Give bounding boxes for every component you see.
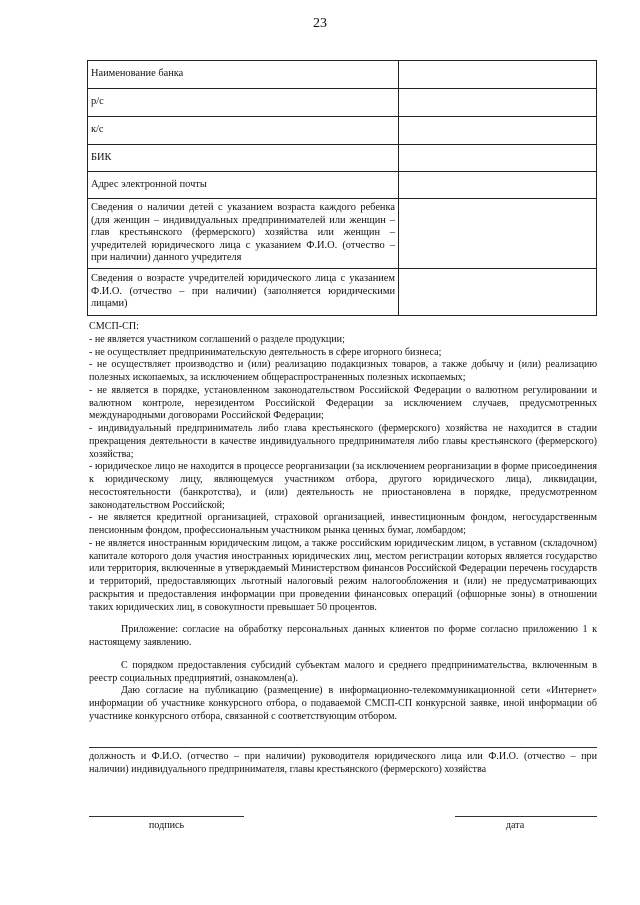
table-label-cell: БИК xyxy=(88,145,399,172)
table-row xyxy=(88,269,597,316)
consent-paragraph: Даю согласие на публикацию (размещение) в информационно-телекоммуникационной сети «Интернет» информации об участнике конкурсного отбора, о подаваемой СМСП-СП конкурсной заявке, иной информации об участнике конкурсного отбора, связанной с соответствующим отбором. xyxy=(89,685,597,722)
table-label-cell: Сведения о наличии детей с указанием возраста каждого ребенка (для женщин – индивидуальных предпринимателей или женщин – глав крестьянского (фермерского) хозяйства или женщин – учредителей юридического лица с указанием Ф.И.О. (отчество – при наличии) данного учредителя xyxy=(88,199,399,269)
declaration-item: - индивидуальный предприниматель либо глава крестьянского (фермерского) хозяйства не находится в стадии прекращения деятельности в качестве индивидуального предпринимателя либо главы крестьянского (фермерского) хозяйства; xyxy=(89,423,597,460)
table-row xyxy=(88,61,597,89)
table-value-cell[interactable] xyxy=(399,172,597,199)
table-label-cell: р/с xyxy=(88,89,399,117)
declaration-item: - не осуществляет производство и (или) реализацию подакцизных товаров, а также добычу и (или) реализацию полезных ископаемых, за исключением общераспространенных полезных ископаемых; xyxy=(89,359,597,383)
table-value-cell[interactable] xyxy=(399,61,597,89)
table-label-cell: Адрес электронной почты xyxy=(88,172,399,199)
table-value-cell[interactable] xyxy=(399,199,597,269)
table-label-cell: Наименование банка xyxy=(88,61,399,89)
table-value-cell[interactable] xyxy=(399,89,597,117)
declaration-item: - не является в порядке, установленном законодательством Российской Федерации о валютном регулировании и валютном контроле, нерезидентом Российской Федерации за исключением случаев, предусмотренных международными договорами Российской Федерации; xyxy=(89,384,597,422)
declaration-text xyxy=(89,321,597,724)
declaration-heading: СМСП-СП: xyxy=(89,321,139,332)
attachment-note: Приложение: согласие на обработку персональных данных клиентов по форме согласно приложению 1 к настоящему заявлению. xyxy=(89,624,597,648)
signatory-caption: должность и Ф.И.О. (отчество – при наличии) руководителя юридического лица или Ф.И.О. (отчество – при наличии) индивидуального предпринимателя, главы крестьянского (фермерского) хозяйства xyxy=(89,751,597,775)
page-number: 23 xyxy=(313,16,327,31)
declaration-item: - не является иностранным юридическим лицом, а также российским юридическим лицом, в уставном (складочном) капитале которого доля участия иностранных юридических лиц, местом регистрации которых является государство или территория, включенные в утверждаемый Министерством финансов Российской Федерации перечень государств и территорий, предоставляющих льготный налоговый режим налогообложения и (или) не предусматривающих раскрытия и предоставления информации при проведении финансовых операций (офшорные зоны) в отношении таких юридических лиц, в совокупности превышает 50 процентов. xyxy=(89,537,597,613)
declaration-item: - не является участником соглашений о разделе продукции; xyxy=(89,333,345,345)
signature-label: подпись xyxy=(148,820,185,831)
table-row xyxy=(88,117,597,145)
table-value-cell[interactable] xyxy=(399,117,597,145)
table-row xyxy=(88,89,597,117)
signature-line xyxy=(89,816,244,817)
bank-details-table xyxy=(87,60,597,316)
table-label-cell: к/с xyxy=(88,117,399,145)
declaration-item: - не является кредитной организацией, страховой организацией, инвестиционным фондом, негосударственным пенсионным фондом, профессиональным участником рынка ценных бумаг, ломбардом; xyxy=(89,512,597,536)
table-row xyxy=(88,199,597,269)
table-row xyxy=(88,172,597,199)
table-row xyxy=(88,145,597,172)
date-line xyxy=(455,816,597,817)
date-label: дата xyxy=(505,820,525,831)
table-value-cell[interactable] xyxy=(399,269,597,316)
table-label-cell: Сведения о возрасте учредителей юридического лица с указанием Ф.И.О. (отчество – при наличии) (заполняется юридическими лицами) xyxy=(88,269,399,316)
declaration-item: - юридическое лицо не находится в процессе реорганизации (за исключением реорганизации в форме присоединения к юридическому лицу, являющемуся участником отбора, другого юридического лица), ликвидации, несостоятельности (банкротства), и (или) деятельность не приостановлена в порядке, предусмотренном законодательством Российской; xyxy=(89,461,597,511)
declaration-item: - не осуществляет предпринимательскую деятельность в сфере игорного бизнеса; xyxy=(89,346,442,358)
acknowledgement-paragraph: С порядком предоставления субсидий субъектам малого и среднего предпринимательства, включенным в реестр социальных предприятий, ознакомлен(а). xyxy=(89,659,597,684)
signatory-name-line xyxy=(89,747,597,748)
table-value-cell[interactable] xyxy=(399,145,597,172)
